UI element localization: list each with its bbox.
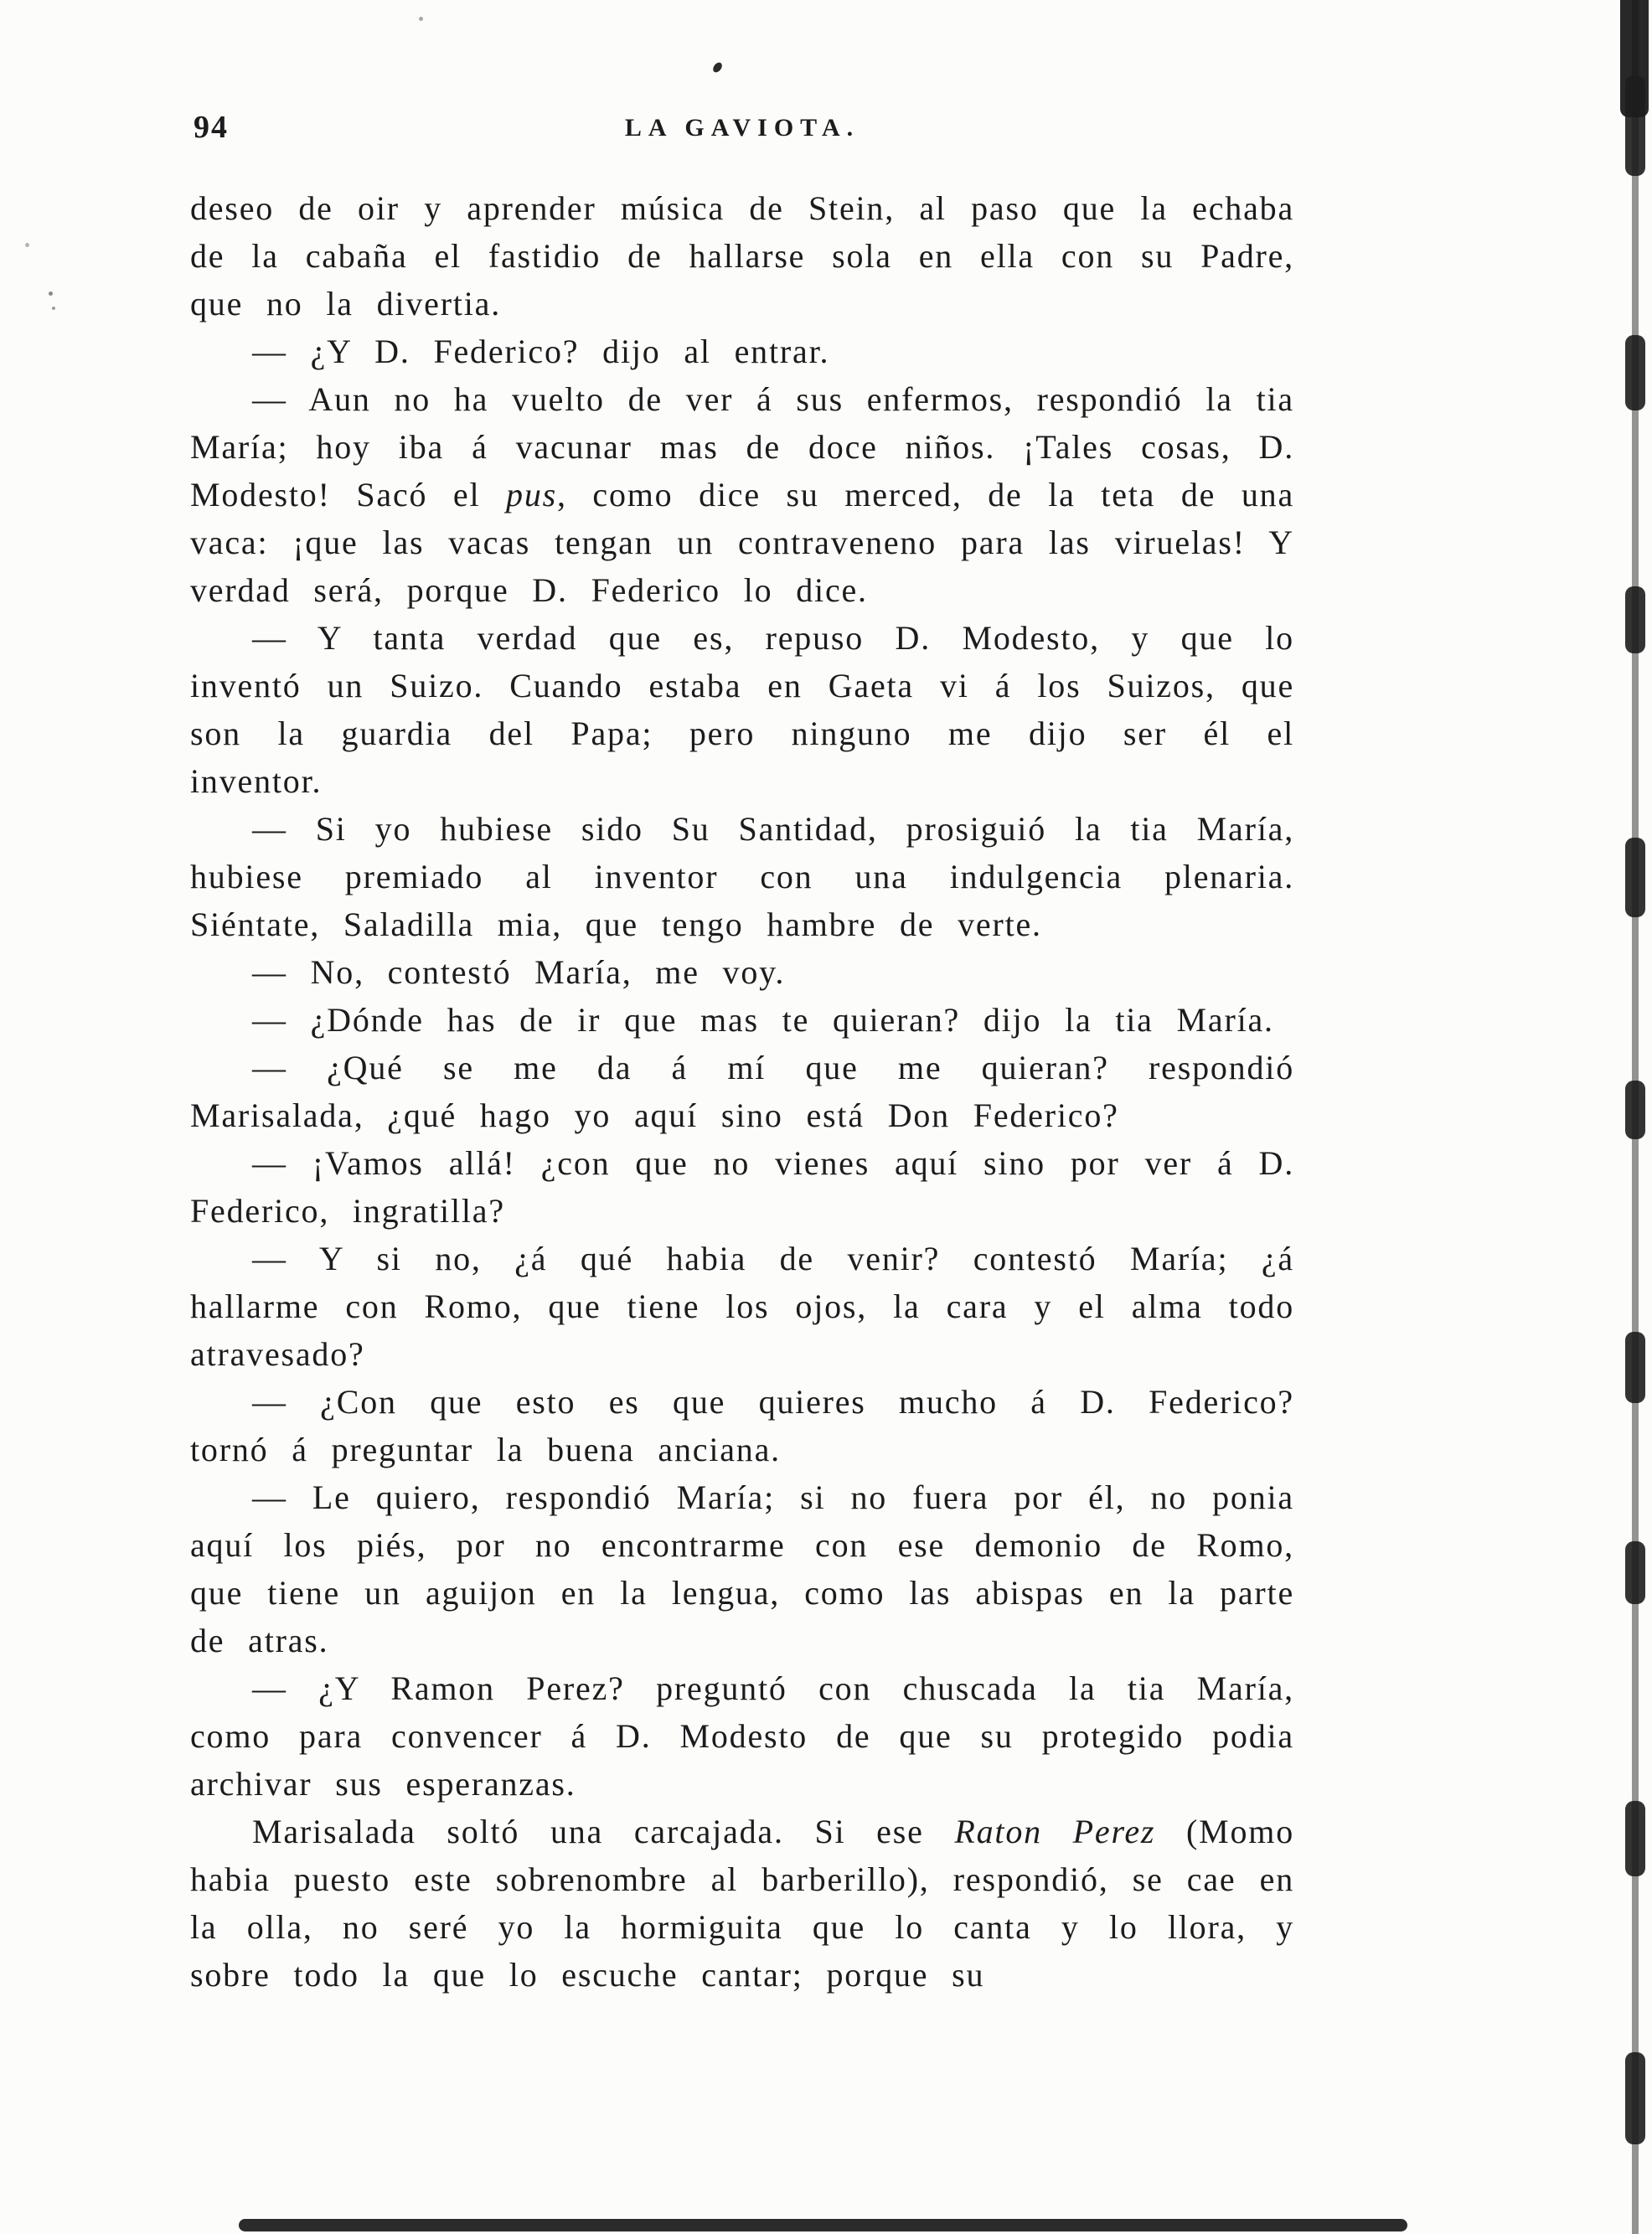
text-run: — ¿Y D. Federico? dijo al entrar. xyxy=(252,333,830,370)
scan-edge-blob xyxy=(1625,1332,1645,1403)
text-run: — Y tanta verdad que es, repuso D. Modesto, y que lo inventó un Suizo. Cuando estaba en Gaeta vi á los Suizos, que son la guardia del Papa; pero ninguno me dijo ser él el inventor. xyxy=(190,619,1294,800)
scan-edge-blob xyxy=(1625,335,1645,410)
scan-edge-blob xyxy=(1625,1081,1645,1139)
text-run: — No, contestó María, me voy. xyxy=(252,953,786,991)
page-header xyxy=(190,109,1294,154)
paragraph xyxy=(190,996,1294,1044)
text-run: — ¿Y Ramon Perez? preguntó con chuscada la tia María, como para convencer á D. Modesto de que su protegido podia archivar sus esperanzas. xyxy=(190,1669,1294,1803)
scan-edge-blob xyxy=(1625,75,1645,176)
paragraph xyxy=(190,184,1294,328)
text-run: Marisalada soltó una carcajada. Si ese xyxy=(252,1813,955,1850)
paragraph xyxy=(190,805,1294,948)
scan-edge-blob xyxy=(1625,586,1645,653)
scan-edge-blob xyxy=(1625,1801,1645,1876)
text-run: — ¡Vamos allá! ¿con que no vienes aquí sino por ver á D. Federico, ingratilla? xyxy=(190,1144,1294,1230)
italic-text-run: pus xyxy=(506,476,557,513)
paragraph xyxy=(190,1473,1294,1664)
page-number: 94 xyxy=(194,110,229,145)
text-run: — ¿Con que esto es que quieres mucho á D. Federico? tornó á preguntar la buena anciana. xyxy=(190,1383,1294,1468)
scan-speck xyxy=(712,61,724,75)
text-run: — Aun no ha vuelto de ver á sus enfermos, respondió la tia María; hoy iba á vacunar mas de doce niños. ¡Tales cosas, D. Modesto! Sacó el xyxy=(190,380,1294,513)
paragraph xyxy=(190,1139,1294,1235)
italic-text-run: Raton Perez xyxy=(954,1813,1156,1850)
text-block xyxy=(190,184,1294,1999)
running-title: LA GAVIOTA. xyxy=(624,114,860,142)
paragraph xyxy=(190,1044,1294,1139)
paragraph xyxy=(190,1664,1294,1808)
scan-speck xyxy=(49,292,53,296)
paragraph xyxy=(190,948,1294,996)
paragraph xyxy=(190,328,1294,375)
text-run: deseo de oir y aprender música de Stein, al paso que la echaba de la cabaña el fastidio de hallarse sola en ella con su Padre, que no la divertia. xyxy=(190,189,1294,322)
text-run: — Y si no, ¿á qué habia de venir? contestó María; ¿á hallarme con Romo, que tiene los ojos, la cara y el alma todo atravesado? xyxy=(190,1240,1294,1373)
scan-speck xyxy=(25,243,29,247)
paragraph xyxy=(190,1378,1294,1473)
text-run: (Momo habia puesto este sobrenombre al barberillo), respondió, se cae en la olla, no seré yo la hormiguita que lo canta y lo llora, y sobre todo la que lo escuche cantar; porque su xyxy=(190,1813,1294,1994)
text-run: — Si yo hubiese sido Su Santidad, prosiguió la tia María, hubiese premiado al inventor con una indulgencia plenaria. Siéntate, Saladilla mia, que tengo hambre de verte. xyxy=(190,810,1294,943)
text-run: — Le quiero, respondió María; si no fuera por él, no ponia aquí los piés, por no encontrarme con ese demonio de Romo, que tiene un aguijon en la lengua, como las abispas en la parte de atras. xyxy=(190,1478,1294,1659)
text-run: — ¿Qué se me da á mí que me quieran? respondió Marisalada, ¿qué hago yo aquí sino está Don Federico? xyxy=(190,1049,1294,1134)
paragraph xyxy=(190,614,1294,805)
text-run: , como dice su merced, de la teta de una vaca: ¡que las vacas tengan un contraveneno para las viruelas! Y verdad será, porque D. Federico lo dice. xyxy=(190,476,1294,609)
scan-edge-blob xyxy=(1625,838,1645,917)
paragraph xyxy=(190,375,1294,614)
scan-edge-blob xyxy=(1625,1541,1645,1604)
scan-bottom-shadow xyxy=(239,2219,1407,2231)
paragraph xyxy=(190,1235,1294,1378)
scan-speck xyxy=(52,307,55,310)
paragraph xyxy=(190,1808,1294,1999)
scan-speck xyxy=(419,17,423,21)
scan-edge-blob xyxy=(1625,2052,1645,2144)
text-run: — ¿Dónde has de ir que mas te quieran? dijo la tia María. xyxy=(252,1001,1274,1039)
